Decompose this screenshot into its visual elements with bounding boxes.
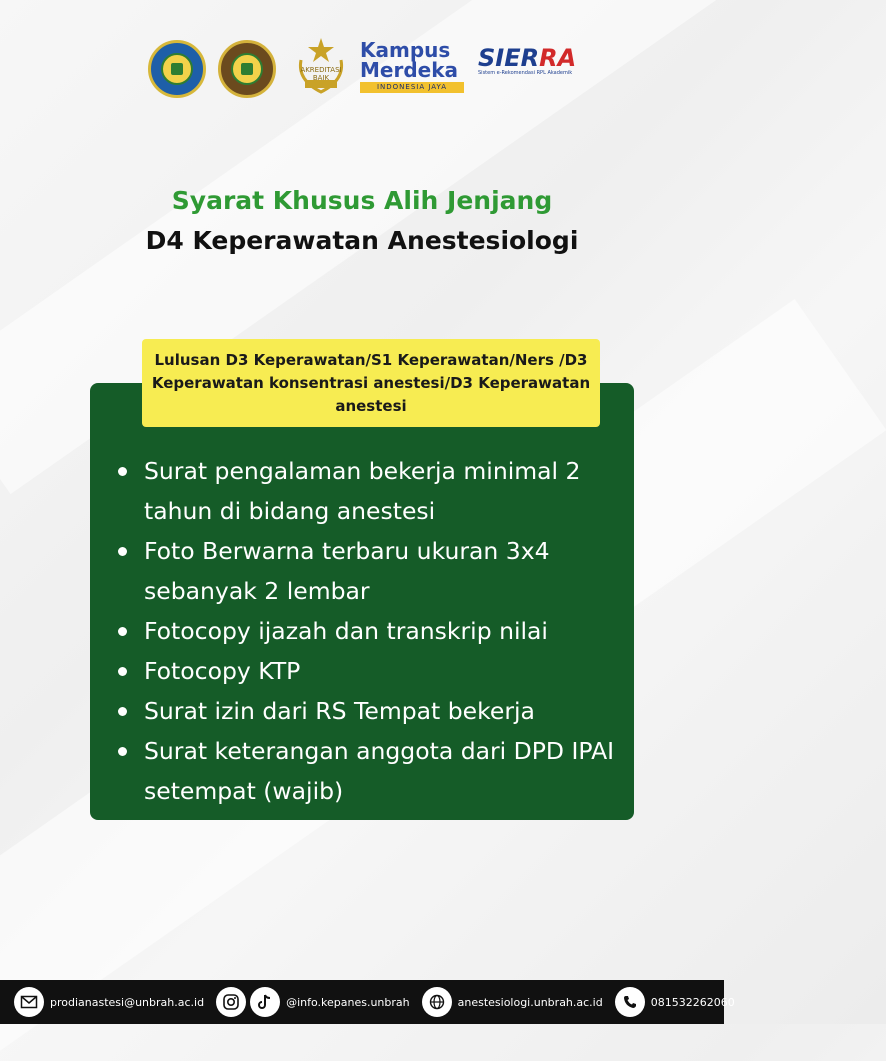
eligibility-banner (142, 339, 600, 427)
bullet-icon (118, 547, 127, 556)
instagram-icon (216, 987, 246, 1017)
university-seal-icon (148, 40, 206, 98)
sierra-word-a: SIER (478, 44, 540, 72)
bullet-icon (118, 707, 127, 716)
list-item (112, 531, 624, 611)
requirement-text: Foto Berwarna terbaru ukuran 3x4 sebanyak 2 lembar (144, 537, 550, 605)
kampus-merdeka-logo (360, 40, 470, 100)
phone-text: 081532262060 (650, 995, 735, 1009)
sierra-logo (478, 44, 588, 94)
logo-bar (148, 36, 588, 102)
list-item (112, 451, 624, 531)
contact-footer (0, 980, 735, 1024)
email-text: prodianastesi@unbrah.ac.id (50, 995, 205, 1009)
list-item (112, 611, 624, 651)
faculty-seal-icon (218, 40, 276, 98)
footer-website[interactable] (422, 987, 603, 1017)
requirement-text: Surat pengalaman bekerja minimal 2 tahun di bidang anestesi (144, 457, 581, 525)
kampus-merdeka-word-1: Kampus (360, 38, 451, 62)
bullet-icon (118, 747, 127, 756)
list-item (112, 731, 624, 811)
akreditasi-label: AKREDITASI BAIK (300, 66, 342, 82)
sierra-subtitle: Sistem e-Rekomendasi RPL Akademik (478, 70, 573, 76)
bullet-icon (118, 467, 127, 476)
requirements-list (112, 451, 624, 811)
globe-icon (422, 987, 452, 1017)
footer-social[interactable] (216, 987, 410, 1017)
requirement-text: Surat izin dari RS Tempat bekerja (144, 697, 535, 725)
sierra-word-b: RA (539, 44, 577, 72)
footer-phone[interactable] (615, 987, 735, 1017)
website-text: anestesiologi.unbrah.ac.id (457, 995, 603, 1009)
kampus-merdeka-word-2: Merdeka (360, 58, 459, 82)
social-handle-text: @info.kepanes.unbrah (286, 995, 410, 1009)
bullet-icon (118, 627, 127, 636)
phone-icon (615, 987, 645, 1017)
bullet-icon (118, 667, 127, 676)
requirement-text: Surat keterangan anggota dari DPD IPAI setempat (wajib) (144, 737, 615, 805)
eligibility-text: Lulusan D3 Keperawatan/S1 Keperawatan/Ners /D3 Keperawatan konsentrasi anestesi/D3 Keperawatan anestesi (151, 350, 591, 415)
page-title-line-1: Syarat Khusus Alih Jenjang (171, 186, 553, 215)
requirement-text: Fotocopy ijazah dan transkrip nilai (144, 617, 548, 645)
akreditasi-logo (293, 36, 349, 100)
page-title-line-2: D4 Keperawatan Anestesiologi (145, 226, 579, 255)
requirement-text: Fotocopy KTP (144, 657, 301, 685)
kampus-merdeka-tag: INDONESIA JAYA (360, 82, 464, 93)
list-item (112, 651, 624, 691)
footer-email[interactable] (14, 987, 204, 1017)
tiktok-icon (250, 987, 280, 1017)
mail-icon (14, 987, 44, 1017)
list-item (112, 691, 624, 731)
